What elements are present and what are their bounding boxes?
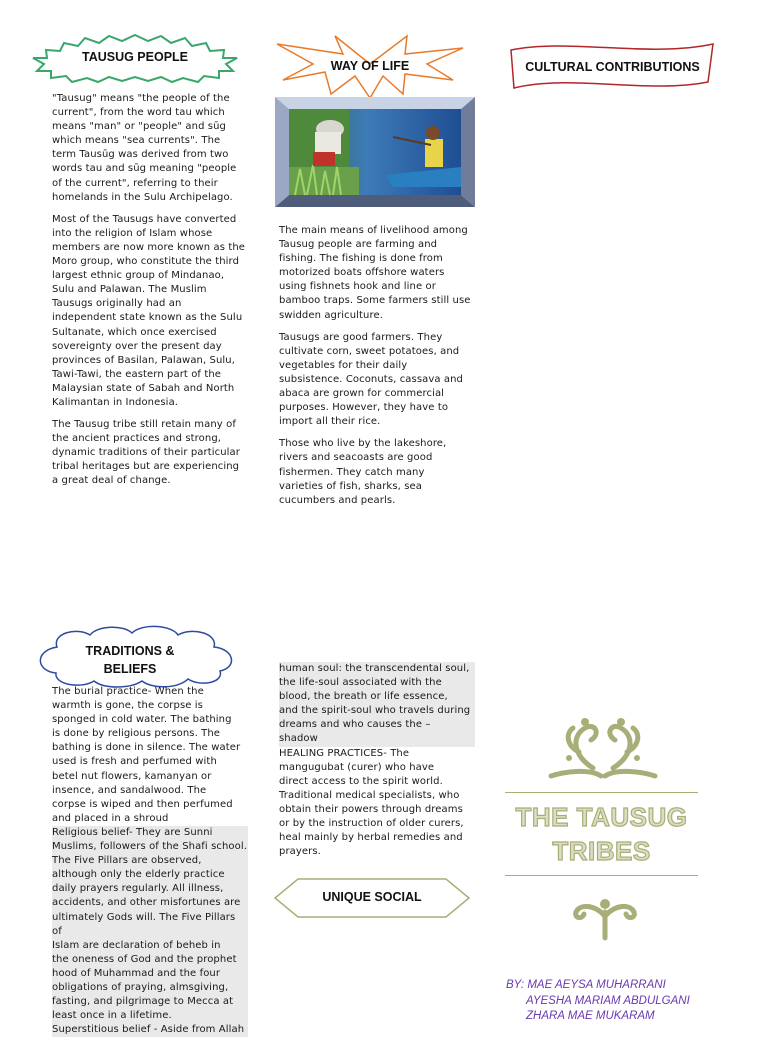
traditions-line: insence, and sandalwood. The (52, 784, 207, 796)
soul-line: HEALING PRACTICES- The (279, 747, 410, 759)
traditions-line: hood of Muhammad and the four (52, 967, 248, 981)
soul-line: direct access to the spirit world. (279, 775, 443, 787)
way-of-life-header: WAY OF LIFE (330, 59, 410, 73)
traditions-line: Superstitious belief - Aside from Allah (52, 1023, 248, 1037)
by-label: BY: (506, 979, 525, 991)
traditions-line: The Five Pillars are observed, (52, 854, 248, 868)
unique-social-header: UNIQUE SOCIAL (322, 890, 422, 904)
soul-line: the life-soul associated with the (279, 676, 475, 690)
cultural-contributions-header: CULTURAL CONTRIBUTIONS (525, 60, 700, 74)
traditions-line: the oneness of God and the prophet (52, 953, 248, 967)
soul-line: blood, the breath or life essence, (279, 690, 475, 704)
traditions-line: daily prayers regularly. All illness, (52, 882, 248, 896)
soul-line: and the spirit-soul who travels during (279, 704, 475, 718)
soul-line: Traditional medical specialists, who (279, 789, 460, 801)
traditions-header-line1: TRADITIONS & (85, 644, 175, 658)
authors-block (506, 978, 746, 1025)
traditions-line: bathing is done in silence. The water (52, 742, 241, 754)
traditions-line: sponged in cold water. The bathing (52, 714, 232, 726)
bottom-flourish-ornament (570, 896, 640, 942)
traditions-line: betel nut flowers, kamanyan or (52, 770, 212, 782)
soul-line: prayers. (279, 846, 321, 858)
traditions-line: although only the elderly practice (52, 868, 248, 882)
paragraph-livelihood: The main means of livelihood among Tausug people are farming and fishing. The fishing is done from motorized boats offshore waters using fishnets hook and line or bamboo traps. Some farmers still use swidden agriculture. (279, 225, 471, 321)
paragraph-meaning: "Tausug" means "the people of the current", from the word tau which means "man" or "people" and sūg which means "sea currents". The term Tausūg was derived from two words tau and sūg meaning "people of the current", referring to their homelands in the Sulu Archipelago. (52, 93, 237, 203)
traditions-line: is done by religious persons. The (52, 728, 221, 740)
cover-title-line2: TRIBES (552, 836, 651, 866)
traditions-line: corpse is wiped and then perfumed (52, 798, 233, 810)
soul-line: heal mainly by herbal remedies and (279, 832, 463, 844)
cover-title-line1: THE TAUSUG (515, 802, 688, 832)
traditions-line: least once in a lifetime. (52, 1009, 248, 1023)
traditions-line: Muslims, followers of the Shafi school. (52, 840, 248, 854)
tausug-people-header: TAUSUG PEOPLE (81, 50, 189, 64)
farming-fishing-photo (275, 97, 475, 207)
top-flourish-ornament (543, 716, 663, 786)
traditions-line: ultimately Gods will. The Five Pillars of (52, 911, 248, 939)
traditions-line: The burial practice- When the (52, 686, 204, 697)
tausug-people-text (52, 92, 246, 497)
paragraph-farmers: Tausugs are good farmers. They cultivate corn, sweet potatoes, and vegetables for their daily subsistence. Coconuts, cassava and abaca are grown for commercial purposes. However, they have to import all their rice. (279, 331, 464, 428)
paragraph-traditions: The Tausug tribe still retain many of the ancient practices and strong, dynamic traditions of their particular tribal heritages but are experiencing a great deal of change. (52, 419, 240, 487)
traditions-line: warmth is gone, the corpse is (52, 700, 203, 712)
soul-line: dreams and who causes the – (279, 718, 475, 732)
traditions-line: and placed in a shroud (52, 812, 169, 824)
soul-line: human soul: the transcendental soul, (279, 662, 475, 676)
title-rule-top (505, 792, 698, 793)
author-name: MAE AEYSA MUHARRANI (527, 979, 666, 991)
way-of-life-text (279, 224, 471, 516)
traditions-line: Islam are declaration of beheb in (52, 939, 248, 953)
soul-line: shadow (279, 732, 475, 746)
traditions-header-line2: BELIEFS (103, 662, 157, 676)
soul-line: mangugubat (curer) who have (279, 761, 435, 773)
author-name: ZHARA MAE MUKARAM (526, 1010, 655, 1022)
traditions-line: fasting, and pilgrimage to Mecca at (52, 995, 248, 1009)
soul-healing-text (279, 662, 475, 859)
soul-line: obtain their powers through dreams (279, 803, 463, 815)
traditions-line: accidents, and other misfortunes are (52, 896, 248, 910)
paragraph-islam: Most of the Tausugs have converted into the religion of Islam whose members are now more known as the Moro group, who constitute the third largest ethnic group of Mindanao, Sulu and Palawan. The Muslim Tausugs originally had an independent state known as the Sulu Sultanate, which once exercised sovereignty over the present day provinces of Basilan, Palawan, Sulu, Tawi-Tawi, the eastern part of the Malaysian state of Sabah and North Kalimantan in Indonesia. (52, 213, 246, 408)
cover-title (505, 800, 698, 868)
soul-line: or by the instruction of older curers, (279, 818, 464, 830)
author-name: AYESHA MARIAM ABDULGANI (526, 994, 690, 1007)
traditions-line: Religious belief- They are Sunni (52, 826, 248, 840)
title-rule-bottom (505, 875, 698, 876)
traditions-line: obligations of praying, almsgiving, (52, 981, 248, 995)
traditions-line: used is fresh and perfumed with (52, 756, 217, 768)
traditions-beliefs-header (62, 642, 198, 678)
paragraph-fishermen: Those who live by the lakeshore, rivers and seacoasts are good fishermen. They catch many varieties of fish, sharks, sea cucumbers and pearls. (279, 438, 447, 506)
traditions-beliefs-text (52, 685, 248, 1037)
